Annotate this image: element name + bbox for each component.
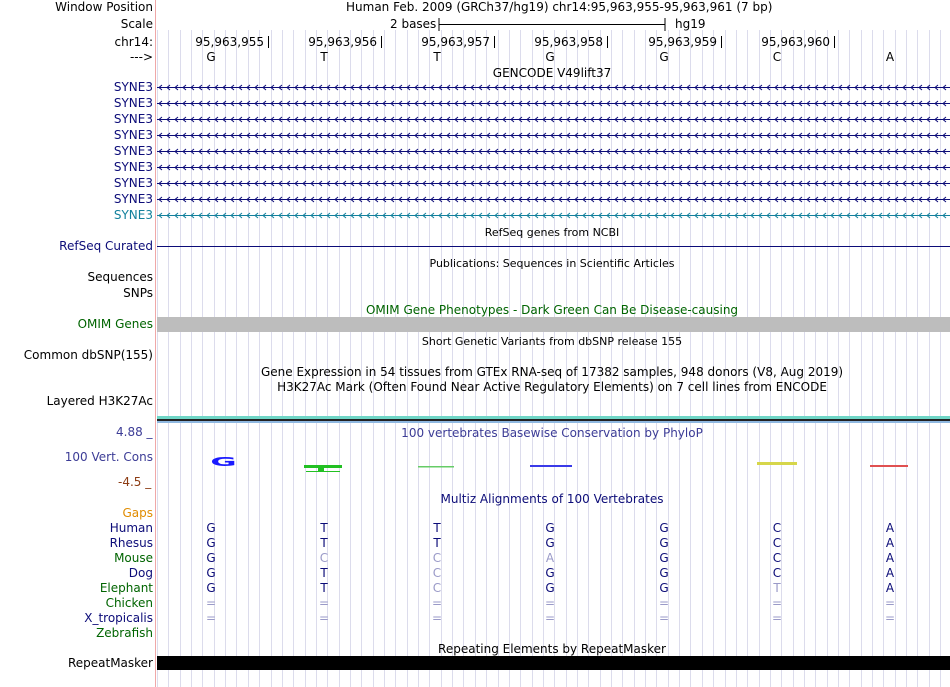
gtex-track-title: Gene Expression in 54 tissues from GTEx RNA-seq of 17382 samples, 948 donors (V8, Aug 2019) bbox=[260, 365, 844, 379]
multiz-base: T bbox=[320, 566, 328, 580]
multiz-base: G bbox=[659, 521, 669, 535]
gencode-transcript-label[interactable]: SYNE3 bbox=[113, 160, 153, 174]
multiz-base: = bbox=[431, 596, 443, 610]
multiz-base: T bbox=[433, 536, 441, 550]
multiz-species-label[interactable]: Rhesus bbox=[109, 536, 153, 550]
multiz-species-label[interactable]: Dog bbox=[128, 566, 153, 580]
refseq-track-title: RefSeq genes from NCBI bbox=[484, 226, 620, 239]
multiz-base: T bbox=[320, 521, 328, 535]
scale-size: 2 bases bbox=[390, 17, 437, 31]
scale-bar bbox=[437, 17, 669, 32]
omim-gene-bar[interactable] bbox=[157, 317, 950, 332]
multiz-base: T bbox=[773, 581, 781, 595]
multiz-base: T bbox=[320, 536, 328, 550]
gencode-transcript-label[interactable]: SYNE3 bbox=[113, 144, 153, 158]
ruler-tick bbox=[834, 36, 835, 48]
multiz-base: G bbox=[206, 566, 216, 580]
multiz-base: G bbox=[206, 581, 216, 595]
chrom-label: chr14: bbox=[114, 35, 153, 49]
reference-base: G bbox=[545, 50, 555, 64]
refseq-label[interactable]: RefSeq Curated bbox=[59, 239, 153, 253]
gencode-transcript-label[interactable]: SYNE3 bbox=[113, 128, 153, 142]
multiz-base: C bbox=[772, 521, 782, 535]
multiz-species-label[interactable]: Chicken bbox=[105, 596, 153, 610]
multiz-species-label[interactable]: Elephant bbox=[99, 581, 153, 595]
multiz-base: = bbox=[205, 611, 217, 625]
logo-base-4 bbox=[530, 465, 572, 467]
multiz-base: A bbox=[885, 566, 895, 580]
gencode-transcript-label[interactable]: SYNE3 bbox=[113, 80, 153, 94]
ruler-tick bbox=[607, 36, 608, 48]
gencode-transcript-label[interactable]: SYNE3 bbox=[113, 96, 153, 110]
dbsnp-label[interactable]: Common dbSNP(155) bbox=[23, 348, 153, 362]
conservation-min-label: -4.5 _ bbox=[118, 475, 152, 489]
gencode-transcripts[interactable] bbox=[156, 80, 950, 224]
omim-label[interactable]: OMIM Genes bbox=[77, 317, 153, 331]
conservation-track-title: 100 vertebrates Basewise Conservation by PhyloP bbox=[401, 426, 703, 440]
multiz-species-label[interactable]: Mouse bbox=[114, 551, 153, 565]
multiz-base: G bbox=[206, 536, 216, 550]
reference-base: C bbox=[772, 50, 782, 64]
gencode-transcript-label[interactable]: SYNE3 bbox=[113, 112, 153, 126]
multiz-base: G bbox=[206, 521, 216, 535]
ruler-position: 95,963,955 bbox=[195, 35, 264, 49]
logo-base-1: G bbox=[210, 455, 237, 469]
refseq-gene-line[interactable] bbox=[157, 246, 950, 247]
multiz-base: = bbox=[771, 611, 783, 625]
ruler-position: 95,963,958 bbox=[534, 35, 603, 49]
ruler-position: 95,963,956 bbox=[308, 35, 377, 49]
logo-base-3 bbox=[418, 466, 454, 468]
multiz-base: = bbox=[431, 611, 443, 625]
strand-label: ---> bbox=[129, 50, 153, 64]
ruler-tick bbox=[494, 36, 495, 48]
reference-base: T bbox=[320, 50, 328, 64]
h3k27ac-track-title: H3K27Ac Mark (Often Found Near Active Regulatory Elements) on 7 cell lines from ENCODE bbox=[277, 380, 827, 394]
ruler-position: 95,963,959 bbox=[648, 35, 717, 49]
multiz-base: = bbox=[205, 596, 217, 610]
multiz-base: = bbox=[658, 596, 670, 610]
multiz-base: = bbox=[544, 596, 556, 610]
multiz-base: C bbox=[319, 551, 329, 565]
ruler-position: 95,963,960 bbox=[761, 35, 830, 49]
multiz-base: G bbox=[545, 581, 555, 595]
reference-base: A bbox=[885, 50, 895, 64]
gencode-transcript-label[interactable]: SYNE3 bbox=[113, 176, 153, 190]
gencode-transcript-label[interactable]: SYNE3 bbox=[113, 192, 153, 206]
multiz-base: A bbox=[885, 551, 895, 565]
repeatmasker-bar[interactable] bbox=[157, 656, 950, 670]
multiz-species-label[interactable]: Zebrafish bbox=[96, 626, 153, 640]
multiz-base: G bbox=[659, 581, 669, 595]
window-position-value: Human Feb. 2009 (GRCh37/hg19) chr14:95,963,955-95,963,961 (7 bp) bbox=[346, 0, 773, 14]
reference-base: G bbox=[206, 50, 216, 64]
multiz-base: G bbox=[659, 536, 669, 550]
conservation-logo[interactable] bbox=[156, 448, 950, 478]
multiz-base: C bbox=[772, 536, 782, 550]
multiz-base: A bbox=[885, 521, 895, 535]
gencode-track-title: GENCODE V49lift37 bbox=[492, 66, 612, 80]
multiz-base: A bbox=[545, 551, 555, 565]
omim-track-title: OMIM Gene Phenotypes - Dark Green Can Be Disease-causing bbox=[365, 303, 739, 317]
multiz-track-title: Multiz Alignments of 100 Vertebrates bbox=[440, 492, 664, 506]
repeatmasker-label[interactable]: RepeatMasker bbox=[67, 656, 153, 670]
window-position-label: Window Position bbox=[55, 0, 153, 14]
h3k27ac-signal-blue bbox=[157, 421, 950, 423]
multiz-base: = bbox=[771, 596, 783, 610]
multiz-base: A bbox=[885, 536, 895, 550]
multiz-base: T bbox=[320, 581, 328, 595]
multiz-base: = bbox=[318, 611, 330, 625]
dbsnp-track-title: Short Genetic Variants from dbSNP release 155 bbox=[421, 335, 683, 348]
snps-label[interactable]: SNPs bbox=[123, 286, 153, 300]
logo-base-2-foot bbox=[306, 471, 340, 472]
multiz-base: G bbox=[545, 536, 555, 550]
logo-base-2-stem bbox=[318, 465, 324, 471]
reference-base: T bbox=[433, 50, 441, 64]
conservation-max-label: 4.88 _ bbox=[116, 425, 153, 439]
multiz-base: C bbox=[432, 581, 442, 595]
multiz-species-label[interactable]: X_tropicalis bbox=[84, 611, 153, 625]
multiz-base: = bbox=[884, 611, 896, 625]
multiz-base: A bbox=[885, 581, 895, 595]
multiz-base: = bbox=[318, 596, 330, 610]
ruler-tick bbox=[721, 36, 722, 48]
multiz-base: G bbox=[206, 551, 216, 565]
publications-track-title: Publications: Sequences in Scientific Articles bbox=[429, 257, 675, 270]
multiz-base: G bbox=[659, 566, 669, 580]
multiz-base: G bbox=[545, 521, 555, 535]
multiz-base: C bbox=[432, 551, 442, 565]
publications-label[interactable]: Sequences bbox=[87, 270, 153, 284]
multiz-base: G bbox=[545, 566, 555, 580]
ruler-tick bbox=[381, 36, 382, 48]
scale-label: Scale bbox=[120, 17, 153, 31]
logo-base-7 bbox=[870, 465, 908, 467]
multiz-base: = bbox=[884, 596, 896, 610]
gencode-transcript-label[interactable]: SYNE3 bbox=[113, 208, 153, 222]
multiz-base: C bbox=[432, 566, 442, 580]
multiz-species-label[interactable]: Human bbox=[109, 521, 153, 535]
multiz-base: G bbox=[659, 551, 669, 565]
multiz-base: T bbox=[433, 521, 441, 535]
repeatmasker-track-title: Repeating Elements by RepeatMasker bbox=[438, 642, 666, 656]
conservation-label[interactable]: 100 Vert. Cons bbox=[64, 450, 153, 464]
multiz-base: = bbox=[658, 611, 670, 625]
scale-assembly: hg19 bbox=[675, 17, 706, 31]
multiz-base: = bbox=[544, 611, 556, 625]
multiz-base: C bbox=[772, 566, 782, 580]
logo-base-6 bbox=[757, 462, 797, 465]
reference-base: G bbox=[659, 50, 669, 64]
multiz-base: C bbox=[772, 551, 782, 565]
h3k27ac-label[interactable]: Layered H3K27Ac bbox=[46, 394, 153, 408]
ruler-position: 95,963,957 bbox=[421, 35, 490, 49]
ruler-tick bbox=[268, 36, 269, 48]
gaps-label: Gaps bbox=[122, 506, 153, 520]
